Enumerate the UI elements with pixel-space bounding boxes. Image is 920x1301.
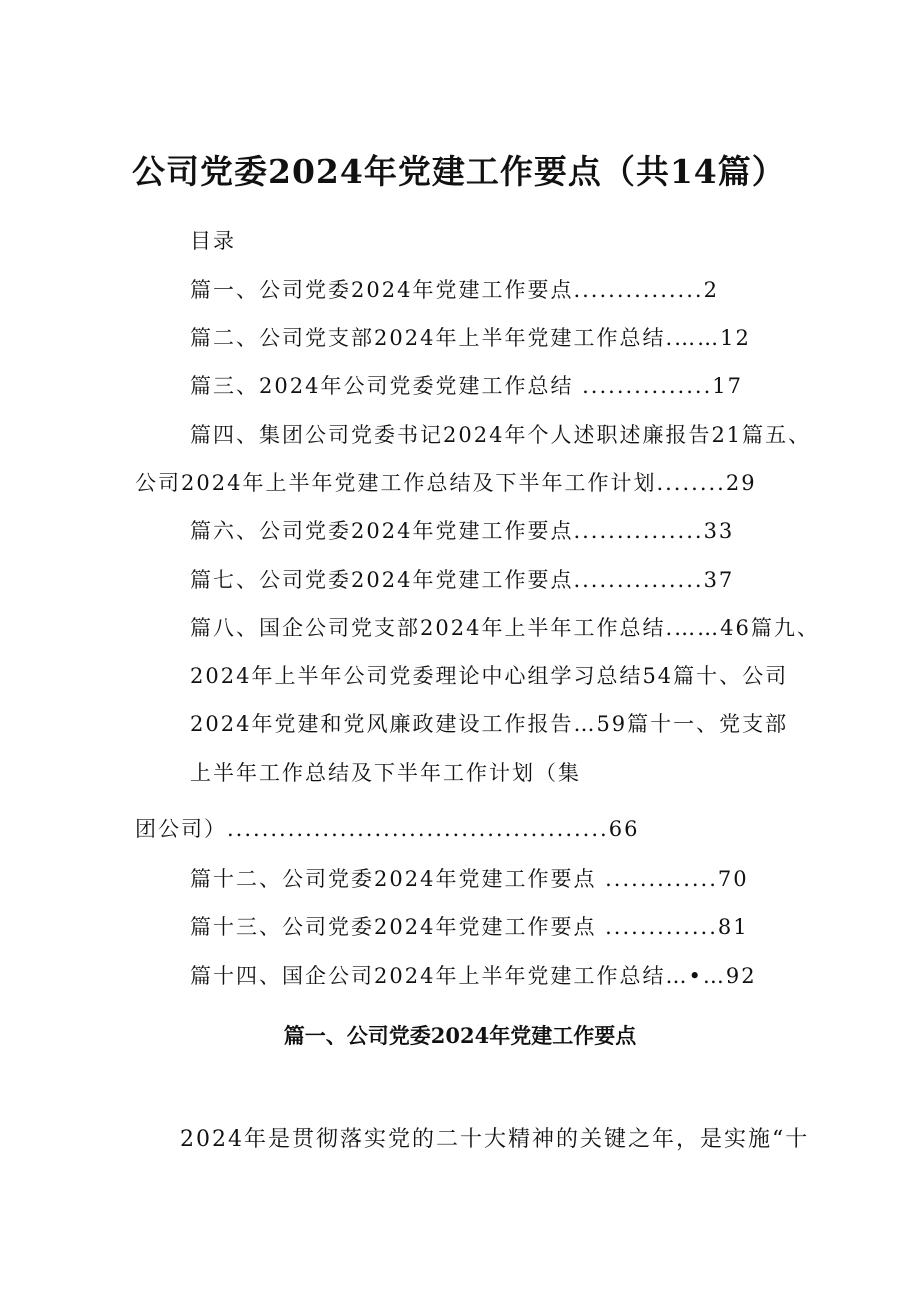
toc-line: 团公司）............................................66 xyxy=(135,817,640,841)
toc-line: 2024年党建和党风廉政建设工作报告…59篇十一、党支部 xyxy=(190,712,789,736)
document-title: 公司党委2024年党建工作要点（共14篇） xyxy=(132,152,786,191)
toc-line: 篇三、2024年公司党委党建工作总结 ...............17 xyxy=(190,374,743,398)
toc-line: 公司2024年上半年党建工作总结及下半年工作计划........29 xyxy=(135,471,757,495)
toc-line: 篇十四、国企公司2024年上半年党建工作总结…•…92 xyxy=(190,964,757,988)
toc-line: 篇二、公司党支部2024年上半年党建工作总结.……12 xyxy=(190,326,751,350)
toc-line: 篇十二、公司党委2024年党建工作要点 .............70 xyxy=(190,867,749,891)
toc-line: 篇八、国企公司党支部2024年上半年工作总结.……46篇九、 xyxy=(190,616,820,640)
toc-line: 篇四、集团公司党委书记2024年个人述职述廉报告21篇五、 xyxy=(190,423,812,447)
toc-heading: 目录 xyxy=(190,229,236,253)
body-paragraph: 2024年是贯彻落实党的二十大精神的关键之年，是实施“十 xyxy=(180,1127,810,1152)
toc-line: 上半年工作总结及下半年工作计划（集 xyxy=(190,761,581,785)
toc-line: 篇七、公司党委2024年党建工作要点...............37 xyxy=(190,568,735,592)
toc-line: 2024年上半年公司党委理论中心组学习总结54篇十、公司 xyxy=(190,664,789,688)
toc-line: 篇一、公司党委2024年党建工作要点...............2 xyxy=(190,278,719,302)
toc-line: 篇十三、公司党委2024年党建工作要点 .............81 xyxy=(190,915,749,939)
toc-line: 篇六、公司党委2024年党建工作要点...............33 xyxy=(190,519,735,543)
section-heading: 篇一、公司党委2024年党建工作要点 xyxy=(283,1023,637,1048)
